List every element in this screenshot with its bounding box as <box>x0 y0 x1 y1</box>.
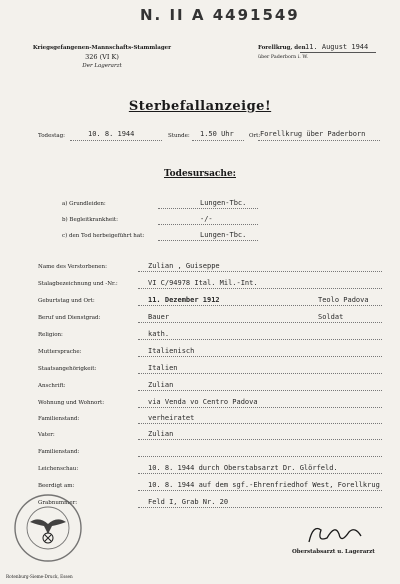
signature-mark <box>305 520 365 552</box>
field-label: Wohnung und Wohnort: <box>38 400 105 406</box>
death-place-value: Forellkrug über Paderborn <box>260 130 366 138</box>
death-day-label: Todestag: <box>38 133 66 139</box>
field-label: Familienstand: <box>38 449 80 455</box>
dotted-line <box>138 456 382 457</box>
field-value: via Venda vo Centro Padova <box>148 398 258 406</box>
field-value: kath. <box>148 330 170 338</box>
dotted-line <box>158 208 258 209</box>
field-label: Stalagbezeichnung und -Nr.: <box>38 281 118 287</box>
eagle-stamp-icon <box>12 492 84 564</box>
official-stamp <box>12 492 84 564</box>
camp-number-line: 326 (VI K) <box>85 53 119 61</box>
document-title: Sterbefallanzeige! <box>128 99 272 114</box>
field-label: Religion: <box>38 332 63 338</box>
field-value: 11. Dezember 1912 <box>148 296 220 304</box>
dotted-line <box>138 322 382 323</box>
field-label: Muttersprache: <box>38 349 82 355</box>
field-label: Staatsangehörigkeit: <box>38 366 97 372</box>
handwritten-number: N. II A 4491549 <box>140 6 300 24</box>
place-label: Forellkrug, den <box>258 45 306 51</box>
cause-value: Lungen-Tbc. <box>200 199 247 207</box>
camp-header <box>22 44 182 71</box>
dotted-line <box>138 288 382 289</box>
field-value: Zulian <box>148 430 174 438</box>
letter-date: 11. August 1944 <box>305 43 369 51</box>
field-value: Feld I, Grab Nr. 20 <box>148 498 229 506</box>
dotted-line <box>138 356 382 357</box>
field-label: Beerdigt am: <box>38 483 75 489</box>
dotted-line <box>138 407 382 408</box>
field-value: Zulian <box>148 381 174 389</box>
field-value: Italienisch <box>148 347 195 355</box>
field-value-secondary: Teolo Padova <box>318 296 369 304</box>
cause-label: c) den Tod herbeigeführt hat: <box>62 233 145 239</box>
field-value: Bauer <box>148 313 170 321</box>
dotted-line <box>138 423 382 424</box>
field-label: Familienstand: <box>38 416 80 422</box>
dotted-line <box>138 305 382 306</box>
death-place-label: Ort: <box>249 133 261 139</box>
field-label: Name des Verstorbenen: <box>38 264 107 270</box>
field-label: Grabnummer: <box>38 500 78 506</box>
signature-title: Oberstabsarzt u. Lagerarzt <box>292 549 375 555</box>
field-value: VI C/94978 Ital. Mil.-Int. <box>148 279 258 287</box>
camp-name-line: Kriegsgefangenen-Mannschafts-Stammlager <box>32 45 172 51</box>
cause-value: -/- <box>200 215 213 223</box>
field-value: 10. 8. 1944 auf dem sgf.-Ehrenfriedhof West, Forellkrug <box>148 481 380 489</box>
field-label: Anschrift: <box>38 383 66 389</box>
dotted-line <box>138 390 382 391</box>
field-label: Leichenschau: <box>38 466 79 472</box>
death-day-value: 10. 8. 1944 <box>88 130 135 138</box>
dotted-line <box>138 473 382 474</box>
death-hour-label: Stunde: <box>168 133 190 139</box>
printer-line: Rotenburg-Sieme-Druck, Essen <box>6 574 73 579</box>
field-value: Italien <box>148 364 178 372</box>
cause-label: a) Grundleiden: <box>62 201 106 207</box>
dotted-line <box>138 507 382 508</box>
dotted-line <box>158 240 258 241</box>
dotted-line <box>138 439 382 440</box>
cause-value: Lungen-Tbc. <box>200 231 247 239</box>
cause-heading: Todesursache: <box>163 169 236 179</box>
dotted-line <box>138 373 382 374</box>
place-sub-label: über Paderborn i. W. <box>258 55 308 60</box>
field-value: 10. 8. 1944 durch Oberstabsarzt Dr. Glörfeld. <box>148 464 338 472</box>
field-value: verheiratet <box>148 414 195 422</box>
field-label: Vater: <box>38 432 55 438</box>
dotted-line <box>138 490 382 491</box>
dotted-line <box>138 339 382 340</box>
field-value: Zulian , Guiseppe <box>148 262 220 270</box>
camp-doctor-line: Der Lagerarzt <box>82 63 122 69</box>
death-hour-value: 1.50 Uhr <box>200 130 234 138</box>
dotted-line <box>138 271 382 272</box>
field-label: Beruf und Dienstgrad: <box>38 315 101 321</box>
field-label: Geburtstag und Ort: <box>38 298 95 304</box>
field-value-secondary: Soldat <box>318 313 344 321</box>
dotted-line <box>158 224 258 225</box>
cause-label: b) Begleitkrankheit: <box>62 217 118 223</box>
